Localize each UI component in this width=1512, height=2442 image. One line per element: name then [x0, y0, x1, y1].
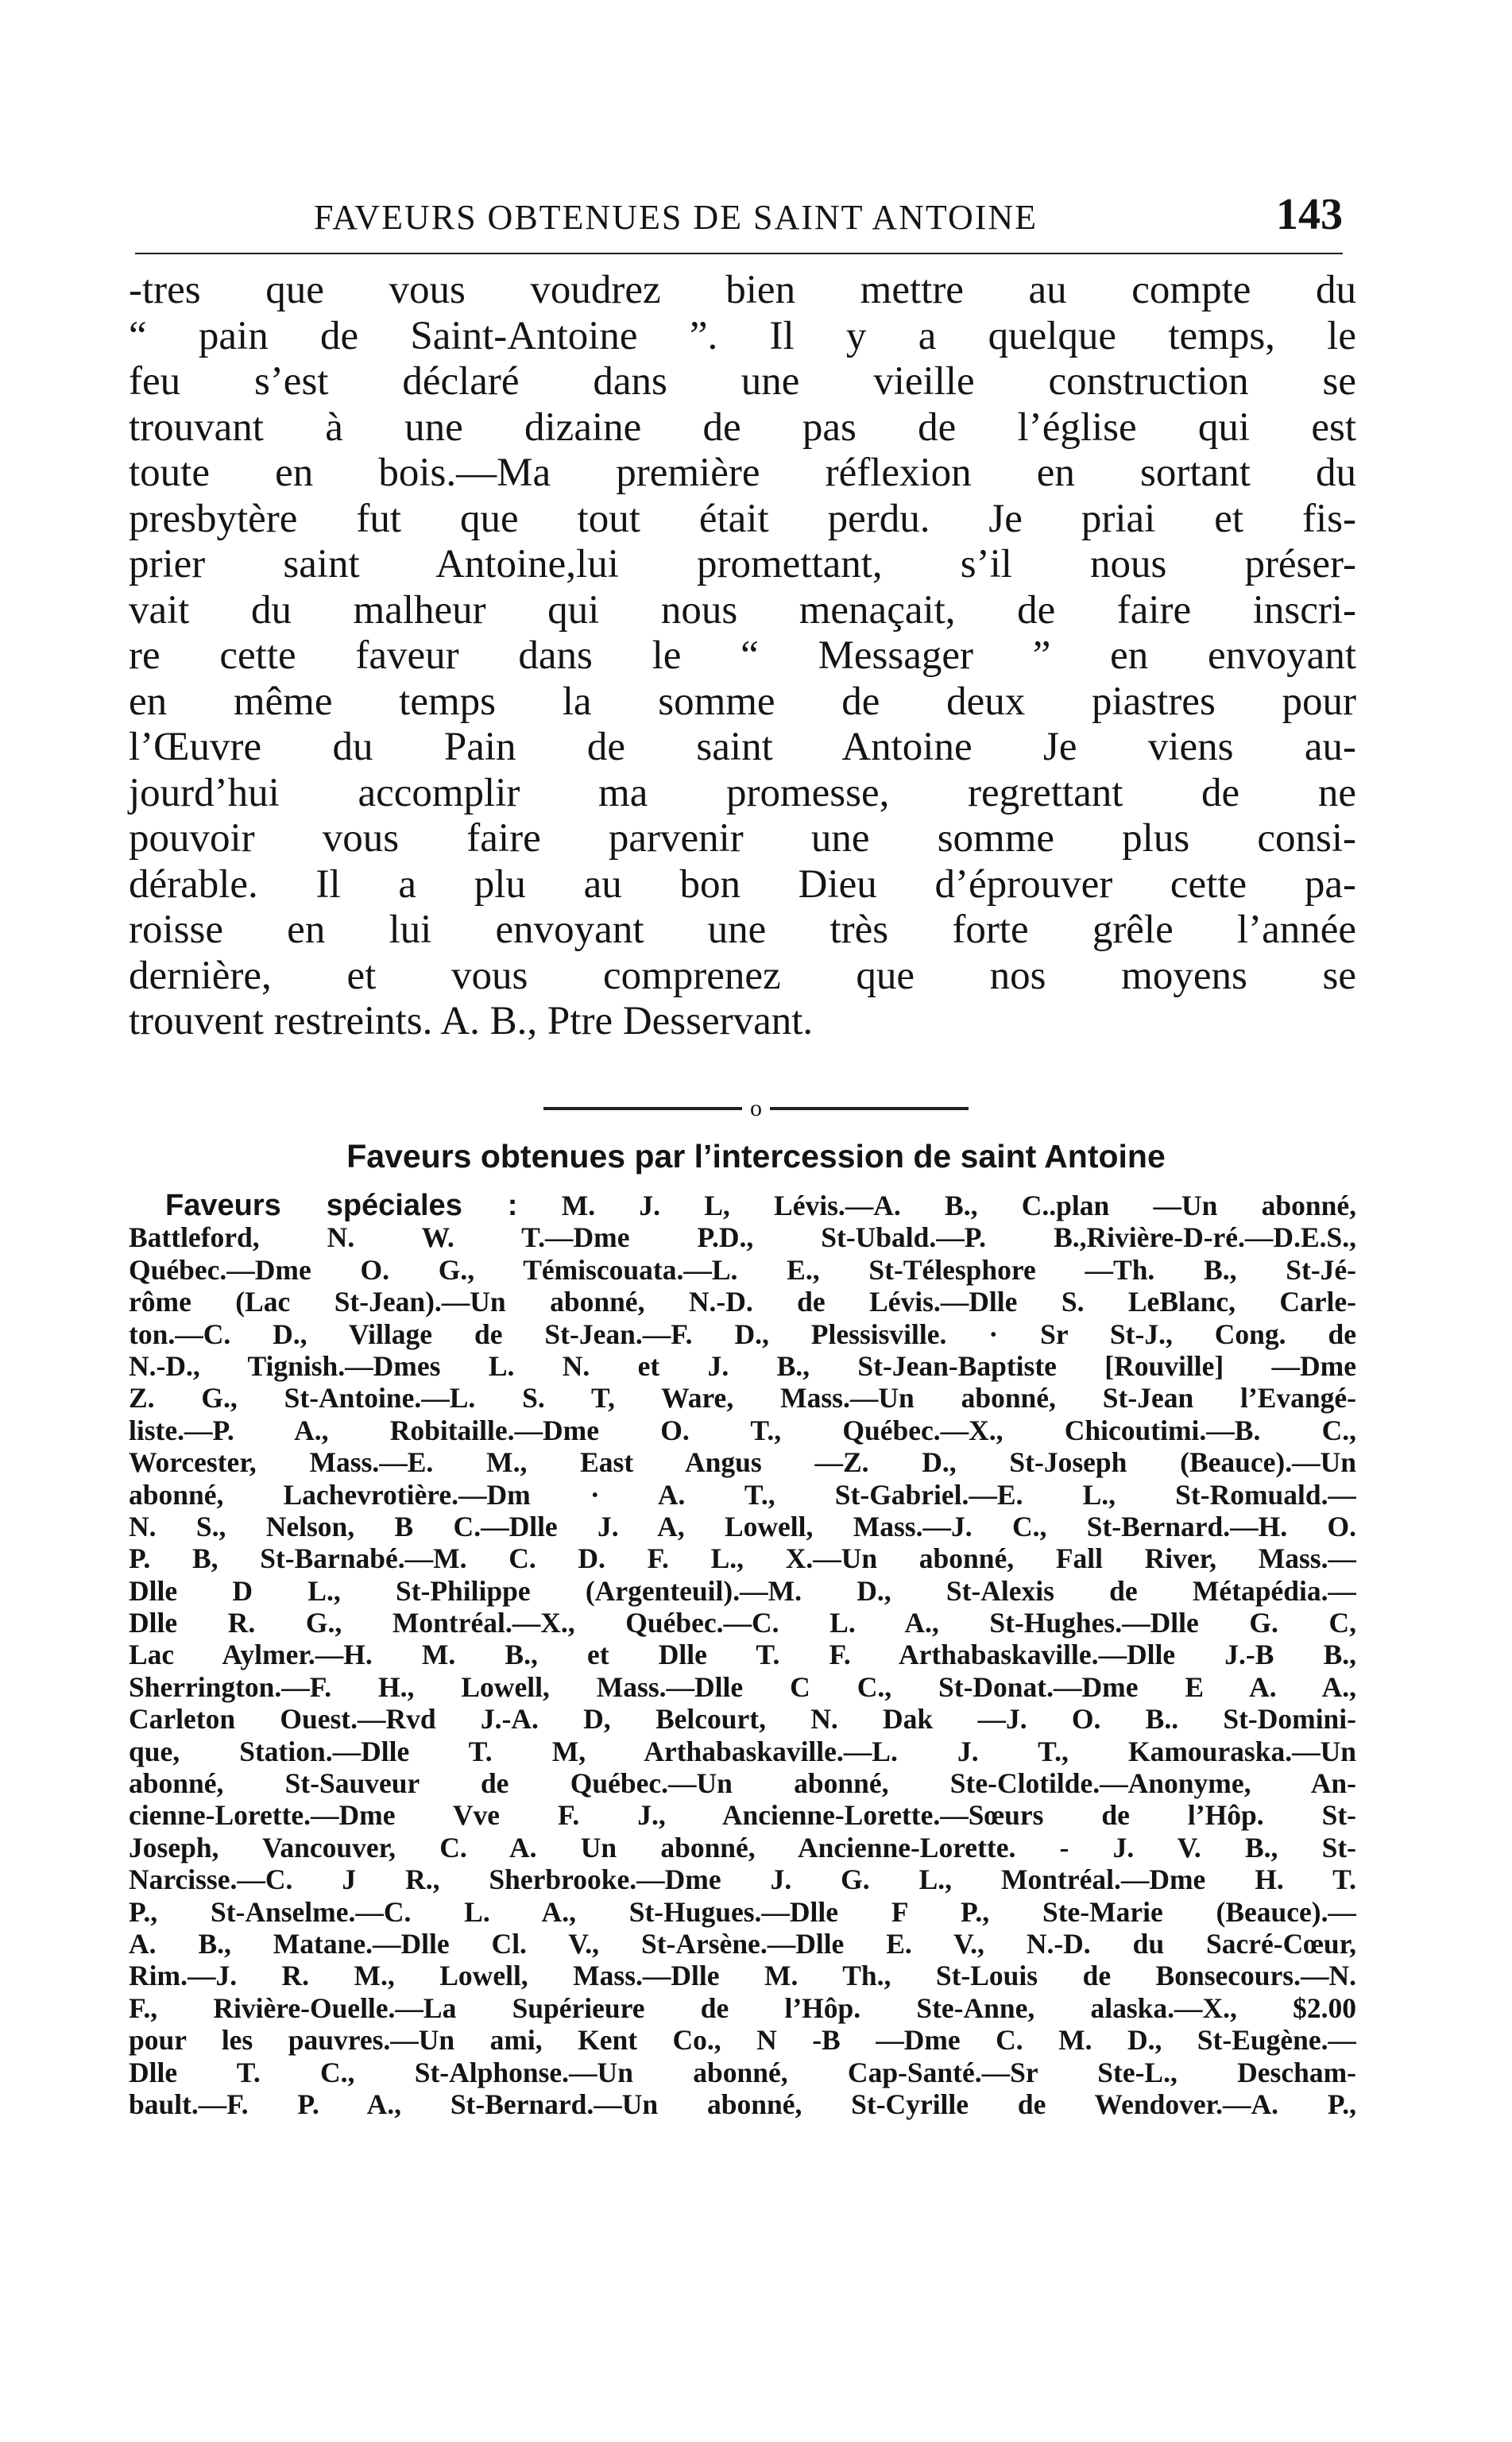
text-line: pour les pauvres.—Un ami, Kent Co., N -B —Dme C. M. D., St-Eugène.— [129, 2024, 1356, 2057]
text-line: trouvent restreints. A. B., Ptre Desservant. [129, 999, 814, 1043]
text-line: Lac Aylmer.—H. M. B., et Dlle T. F. Arthabaskaville.—Dlle J.-B B., [129, 1639, 1356, 1671]
text-line: cienne-Lorette.—Dme Vve F. J., Ancienne-Lorette.—Sœurs de l’Hôp. St- [129, 1799, 1356, 1832]
text-line: Dlle D L., St-Philippe (Argenteuil).—M. D., St-Alexis de Métapédia.— [129, 1574, 1356, 1607]
text-line: vait du malheur qui nous menaçait, de faire inscri- [129, 587, 1356, 633]
text-line: re cette faveur dans le “ Messager ” en envoyant [129, 633, 1356, 678]
text-line: toute en bois.—Ma première réflexion en sortant du [129, 451, 1356, 495]
text-line: P. B, St-Barnabé.—M. C. D. F. L., X.—Un abonné, Fall River, Mass.— [129, 1542, 1356, 1575]
text-line: N. S., Nelson, B C.—Dlle J. A, Lowell, Mass.—J. C., St-Bernard.—H. O. [129, 1510, 1356, 1542]
text-line: roisse en lui envoyant une très forte grêle l’année [129, 908, 1356, 952]
text-line: en même temps la somme de deux piastres pour [129, 679, 1356, 724]
text-line [129, 1190, 1356, 1221]
text-line: abonné, St-Sauveur de Québec.—Un abonné, Ste-Clotilde.—Anonyme, An- [129, 1767, 1356, 1800]
text-line: Dlle T. C., St-Alphonse.—Un abonné, Cap-Santé.—Sr Ste-L., Descham- [129, 2056, 1356, 2088]
text-line: Dlle R. G., Montréal.—X., Québec.—C. L. A., St-Hughes.—Dlle G. C, [129, 1607, 1356, 1639]
text-line: pouvoir vous faire parvenir une somme plus consi- [129, 816, 1356, 861]
text-line: prier saint Antoine,lui promettant, s’il nous préser- [129, 542, 1356, 586]
separator-dash [543, 1107, 742, 1110]
text-line: P., St-Anselme.—C. L. A., St-Hugues.—Dlle F P., Ste-Marie (Beauce).— [129, 1895, 1356, 1928]
text-line: Québec.—Dme O. G., Témiscouata.—L. E., St-Télesphore —Th. B., St-Jé- [129, 1253, 1356, 1286]
text-line: dérable. Il a plu au bon Dieu d’éprouver cette pa- [129, 861, 1356, 907]
text-fragment: M. J. L, Lévis.—A. B., C..plan —Un abonné, [561, 1190, 1356, 1221]
text-line: rôme (Lac St-Jean).—Un abonné, N.-D. de Lévis.—Dlle S. LeBlanc, Carle- [129, 1286, 1356, 1318]
text-line: dernière, et vous comprenez que nos moyens se [129, 953, 1356, 998]
running-header [135, 189, 1343, 261]
text-line: l’Œuvre du Pain de saint Antoine Je viens au- [129, 725, 1356, 769]
text-line: que, Station.—Dlle T. M, Arthabaskaville.—L. J. T., Kamouraska.—Un [129, 1735, 1356, 1767]
letter-paragraph [129, 268, 1356, 1045]
section-title: Faveurs obtenues par l’intercession de saint Antoine [346, 1138, 1166, 1175]
running-title: FAVEURS OBTENUES DE SAINT ANTOINE [314, 198, 1038, 237]
favours-list [129, 1190, 1356, 2120]
header-rule [135, 253, 1343, 254]
text-line: Joseph, Vancouver, C. A. Un abonné, Ancienne-Lorette. - J. V. B., St- [129, 1831, 1356, 1863]
text-line: Z. G., St-Antoine.—L. S. T, Ware, Mass.—Un abonné, St-Jean l’Evangé- [129, 1382, 1356, 1415]
section-lead: Faveurs spéciales : [165, 1190, 518, 1222]
text-line: Battleford, N. W. T.—Dme P.D., St-Ubald.—P. B.,Rivière-D-ré.—D.E.S., [129, 1221, 1356, 1254]
text-line: feu s’est déclaré dans une vieille construction se [129, 359, 1356, 404]
text-line: liste.—P. A., Robitaille.—Dme O. T., Québec.—X., Chicoutimi.—B. C., [129, 1414, 1356, 1446]
text-line: Sherrington.—F. H., Lowell, Mass.—Dlle C C., St-Donat.—Dme E A. A., [129, 1670, 1356, 1703]
text-line: ton.—C. D., Village de St-Jean.—F. D., Plessisville. · Sr St-J., Cong. de [129, 1318, 1356, 1350]
text-line: F., Rivière-Ouelle.—La Supérieure de l’Hôp. Ste-Anne, alaska.—X., $2.00 [129, 1991, 1356, 2024]
text-line: abonné, Lachevrotière.—Dm · A. T., St-Gabriel.—E. L., St-Romuald.— [129, 1478, 1356, 1511]
page-number: 143 [1276, 190, 1343, 239]
separator-mark: o [750, 1095, 762, 1121]
text-line: N.-D., Tignish.—Dmes L. N. et J. B., St-Jean-Baptiste [Rouville] —Dme [129, 1349, 1356, 1382]
separator-dash [770, 1107, 969, 1110]
text-line: A. B., Matane.—Dlle Cl. V., St-Arsène.—Dlle E. V., N.-D. du Sacré-Cœur, [129, 1927, 1356, 1960]
text-line: Worcester, Mass.—E. M., East Angus —Z. D., St-Joseph (Beauce).—Un [129, 1446, 1356, 1479]
text-line: trouvant à une dizaine de pas de l’église qui est [129, 404, 1356, 450]
text-line: -tres que vous voudrez bien mettre au compte du [129, 268, 1356, 312]
text-line: jourd’hui accomplir ma promesse, regrettant de ne [129, 770, 1356, 815]
section-separator [0, 1095, 1512, 1122]
text-line: Narcisse.—C. J R., Sherbrooke.—Dme J. G. L., Montréal.—Dme H. T. [129, 1863, 1356, 1896]
text-line: bault.—F. P. A., St-Bernard.—Un abonné, St-Cyrille de Wendover.—A. P., [129, 2088, 1356, 2120]
text-line: “ pain de Saint-Antoine ”. Il y a quelque temps, le [129, 313, 1356, 358]
text-line: Carleton Ouest.—Rvd J.-A. D, Belcourt, N. Dak —J. O. B.. St-Domini- [129, 1703, 1356, 1736]
text-line: Rim.—J. R. M., Lowell, Mass.—Dlle M. Th., St-Louis de Bonsecours.—N. [129, 1960, 1356, 1992]
text-line: presbytère fut que tout était perdu. Je priai et fis- [129, 496, 1356, 541]
